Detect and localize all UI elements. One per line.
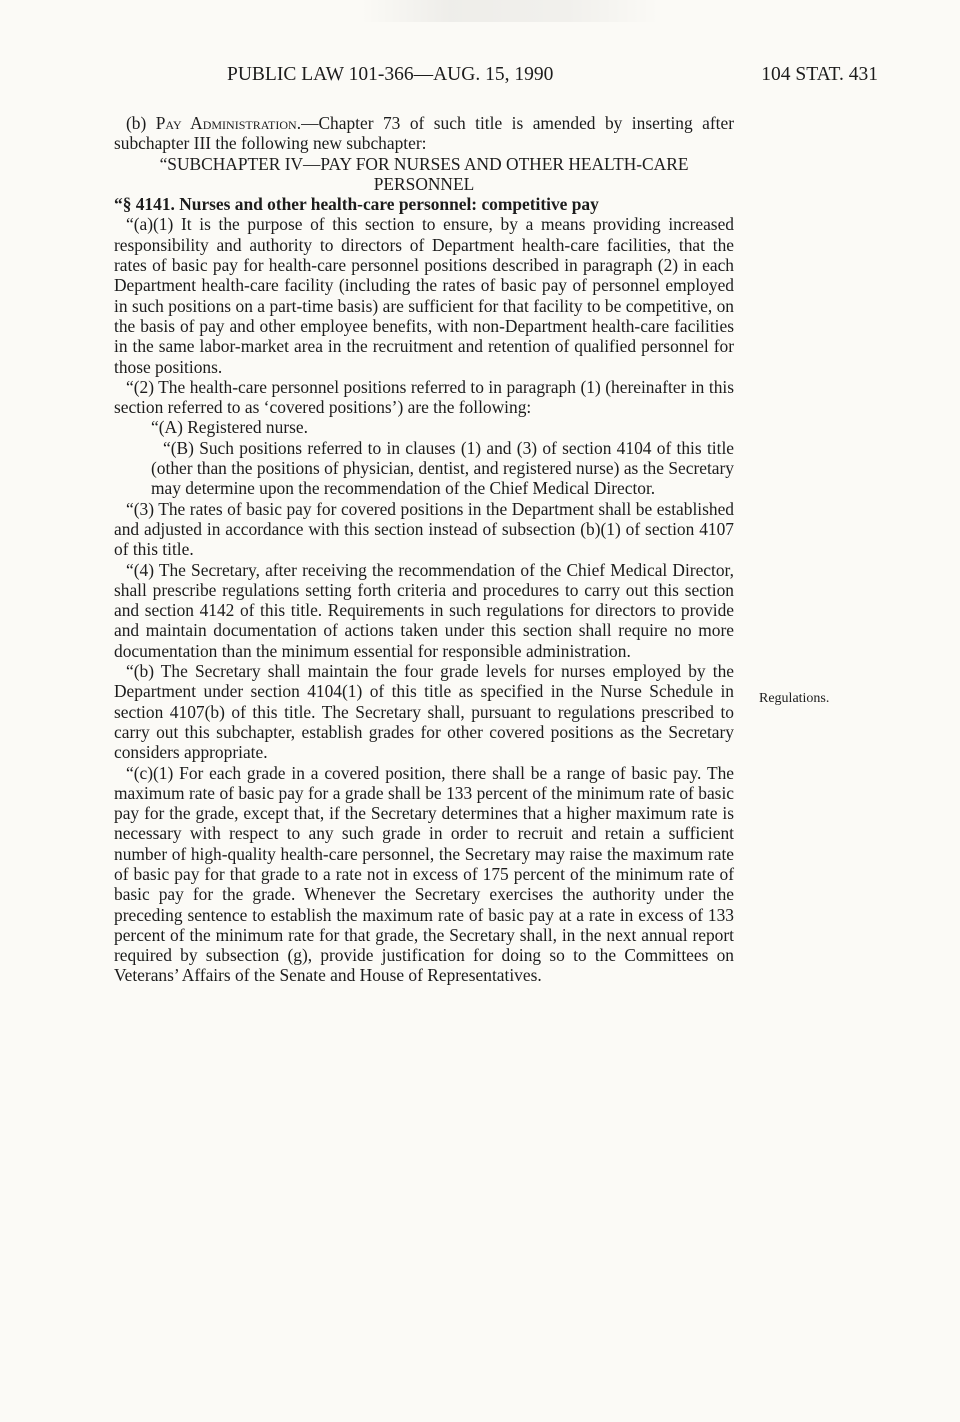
paragraph-a3: “(3) The rates of basic pay for covered positions in the Department shall be established and adjusted in accordance with this section instead of subsection (b)(1) of section 4107 of this title.: [114, 498, 734, 560]
clause-a2A: “(A) Registered nurse.: [151, 417, 308, 438]
paragraph-a1: “(a)(1) It is the purpose of this section to ensure, by a means providing increased responsibility and authority to directors of Department health-care facilities, that the rates of basic pay for health-care personnel positions described in paragraph (2) in each Department health-care facility (including the rates of basic pay of personnel employed in such positions on a part-time basis) are sufficient for that facility to be competitive, on the basis of pay and other employee benefits, with non-Department health-care facilities in the same labor-market area in the recruitment and retention of qualified personnel for those positions.: [114, 214, 734, 377]
page-header: [0, 64, 960, 90]
subchapter-heading: “SUBCHAPTER IV—PAY FOR NURSES AND OTHER HEALTH-CARE PERSONNEL: [159, 153, 689, 194]
paragraph-a4: “(4) The Secretary, after receiving the recommendation of the Chief Medical Director, shall prescribe regulations setting forth criteria and procedures to carry out this section and section 4142 of this title. Requirements in such regulations for directors to provide and maintain documentation of actions taken under this section shall require no more documentation than the minimum essential for responsible administration.: [114, 559, 734, 661]
intro-paragraph: (b) Pay Administration.—Chapter 73 of such title is amended by inserting after subchapter III the following new subchapter:: [114, 113, 734, 154]
margin-note-regulations: Regulations.: [759, 691, 830, 706]
statute-page-number: 104 STAT. 431: [761, 64, 878, 85]
paragraph-a2: “(2) The health-care personnel positions referred to in paragraph (1) (hereinafter in this section referred to as ‘covered positions’) are the following:: [114, 376, 734, 418]
scan-artifact: [360, 0, 660, 22]
paragraph-b: “(b) The Secretary shall maintain the four grade levels for nurses employed by the Department under section 4104(1) of this title as specified in the Nurse Schedule in section 4107(b) of this title. The Secretary shall, pursuant to regulations prescribed to carry out this subchapter, establish grades for other covered positions as the Secretary considers appropriate.: [114, 661, 734, 763]
clause-a2B: “(B) Such positions referred to in clauses (1) and (3) of section 4104 of this title (other than the positions of physician, dentist, and registered nurse) as the Secretary may determine upon the recommendation of the Chief Medical Director.: [151, 437, 734, 499]
running-head-title: PUBLIC LAW 101-366—AUG. 15, 1990: [227, 64, 554, 85]
body-text: [114, 113, 734, 986]
paragraph-c1: “(c)(1) For each grade in a covered position, there shall be a range of basic pay. The maximum rate of basic pay for a grade shall be 133 percent of the minimum rate of basic pay for the grade, except that, if the Secretary determines that a higher maximum rate is necessary with respect to any such grade in order to recruit and retain a sufficient number of high-quality health-care personnel, the Secretary may raise the maximum rate of basic pay for that grade to a rate not in excess of 175 percent of the minimum rate of basic pay for the grade. Whenever the Secretary exercises the authority under the preceding sentence to establish the maximum rate of basic pay at a rate in excess of 133 percent of the minimum rate for that grade, the Secretary shall, in the next annual report required by subsection (g), provide justification for doing so to the Committees on Veterans’ Affairs of the Senate and House of Representatives.: [114, 762, 734, 986]
intro-label: Pay Administration: [155, 113, 297, 133]
section-heading: “§ 4141. Nurses and other health-care personnel: competitive pay: [114, 194, 599, 215]
